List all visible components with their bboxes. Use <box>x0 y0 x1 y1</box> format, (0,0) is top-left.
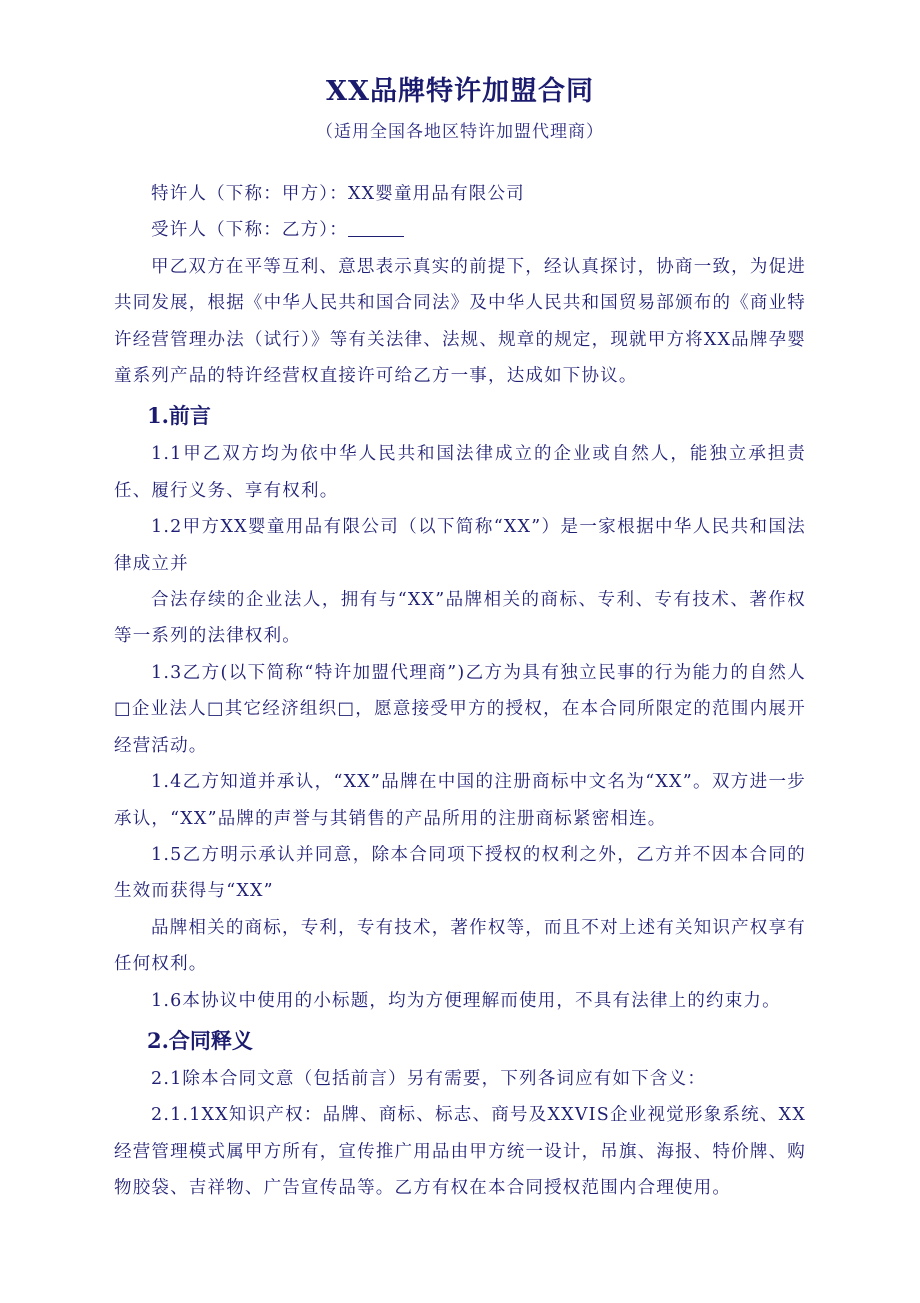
document-title: XX品牌特许加盟合同 <box>326 76 594 107</box>
clause-1-3: 1.3乙方(以下简称“特许加盟代理商”)乙方为具有独立民事的行为能力的自然人□企业法人□其它经济组织□，愿意接受甲方的授权，在本合同所限定的范围内展开经营活动。 <box>114 662 806 756</box>
section-heading-intro: 1.前言 <box>147 403 211 429</box>
clause-1-2-cont: 合法存续的企业法人，拥有与“XX”品牌相关的商标、专利、专有技术、著作权等一系列的法律权利。 <box>114 590 806 647</box>
party-b-line <box>114 212 806 248</box>
document-body <box>114 176 806 1207</box>
party-a-text: 特许人（下称：甲方）：XX婴童用品有限公司 <box>151 184 525 204</box>
section-heading-definitions: 2.合同释义 <box>147 1027 253 1053</box>
clause-2-1: 2.1除本合同文意（包括前言）另有需要，下列各词应有如下含义： <box>151 1068 707 1089</box>
clause-2-1-1: 2.1.1XX知识产权：品牌、商标、标志、商号及XXVIS企业视觉形象系统、XX经营管理模式属甲方所有，宣传推广用品由甲方统一设计，吊旗、海报、特价牌、购物胶袋、吉祥物、广告宣传品等。乙方有权在本合同授权范围内合理使用。 <box>114 1105 806 1199</box>
party-b-blank <box>348 218 404 237</box>
preamble: 甲乙双方在平等互利、意思表示真实的前提下，经认真探讨，协商一致，为促进共同发展，根据《中华人民共和国合同法》及中华人民共和国贸易部颁布的《商业特许经营管理办法（试行）》等有关法律、法规、规章的规定，现就甲方将XX品牌孕婴童系列产品的特许经营权直接许可给乙方一事，达成如下协议。 <box>114 256 806 387</box>
party-a-line <box>114 176 806 212</box>
clause-1-6: 1.6本协议中使用的小标题，均为方便理解而使用，不具有法律上的约束力。 <box>151 990 781 1011</box>
document-subtitle: （适用全国各地区特许加盟代理商） <box>316 122 604 142</box>
clause-1-2: 1.2甲方XX婴童用品有限公司（以下简称“XX”）是一家根据中华人民共和国法律成立并 <box>114 517 806 574</box>
clause-1-4: 1.4乙方知道并承认，“XX”品牌在中国的注册商标中文名为“XX”。双方进一步承认，“XX”品牌的声誉与其销售的产品所用的注册商标紧密相连。 <box>114 772 806 829</box>
clause-1-5-cont: 品牌相关的商标，专利，专有技术，著作权等，而且不对上述有关知识产权享有任何权利。 <box>114 917 806 975</box>
clause-1-5: 1.5乙方明示承认并同意，除本合同项下授权的权利之外，乙方并不因本合同的生效而获得与“XX” <box>114 844 806 902</box>
clause-1-1: 1.1甲乙双方均为依中华人民共和国法律成立的企业或自然人，能独立承担责任、履行义务、享有权利。 <box>114 444 806 501</box>
party-b-text: 受许人（下称：乙方）： <box>151 220 348 241</box>
